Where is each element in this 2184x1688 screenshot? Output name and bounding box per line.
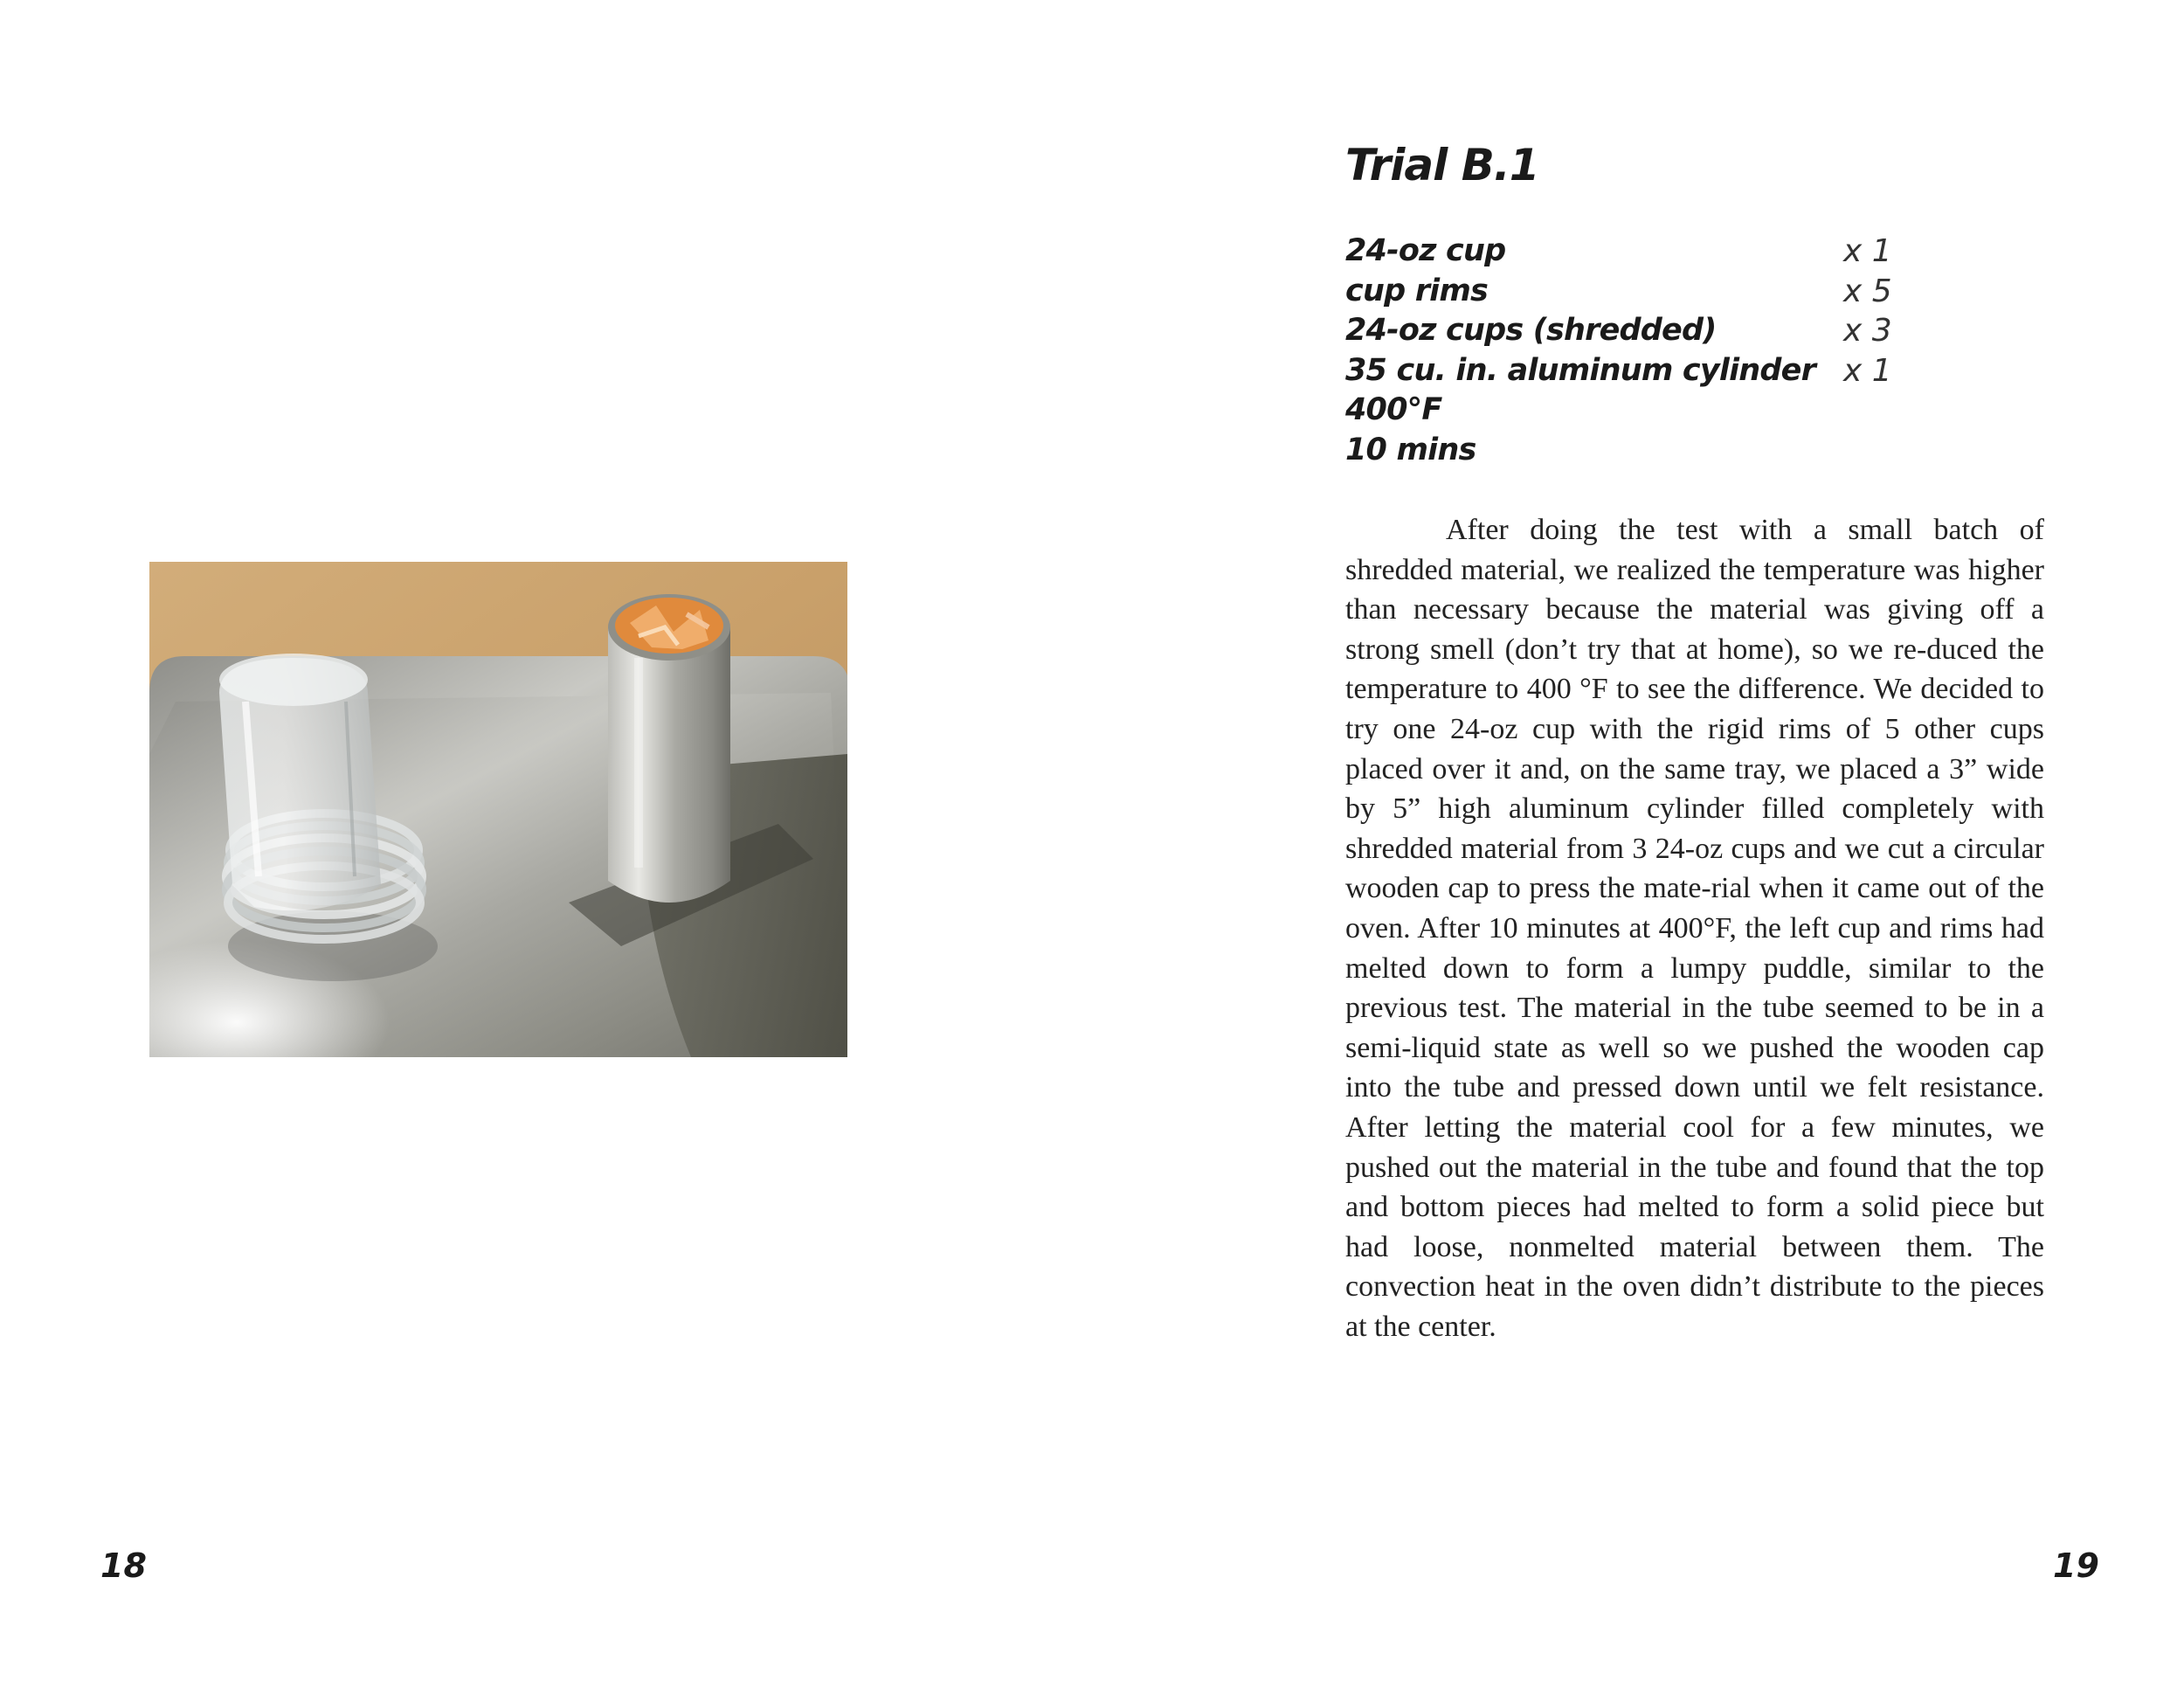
spec-name: cup rims (1345, 273, 1489, 308)
page-number-right: 19 (2053, 1546, 2099, 1585)
spec-name: 400°F (1345, 392, 1442, 428)
spec-qty: x 3 (1843, 313, 1892, 349)
spec-row (1345, 391, 1904, 431)
spec-row (1345, 311, 1904, 351)
spec-row (1345, 232, 1904, 272)
spec-row (1345, 431, 1904, 471)
spec-qty: x 1 (1843, 233, 1892, 269)
spec-row (1345, 351, 1904, 391)
trial-title: Trial B.1 (1345, 140, 1539, 190)
spec-qty: x 1 (1843, 352, 1892, 389)
page-number-left: 18 (100, 1546, 147, 1585)
spec-name: 10 mins (1345, 432, 1476, 467)
body-paragraph: After doing the test with a small batch of shredded material, we realized the temperature was higher than necessary because the material was giving off a strong smell (don’t try that at home), so we re-duced the temperature to 400 °F to see the difference. We decided to try one 24-oz cup with the rigid rims of 5 other cups placed over it and, on the same tray, we placed a 3” wide by 5” high aluminum cylinder filled completely with shredded material from 3 24-oz cups and we cut a circular wooden cap to press the mate-rial when it came out of the oven. After 10 minutes at 400°F, the left cup and rims had melted down to form a lumpy puddle, similar to the previous test. The material in the tube seemed to be in a semi-liquid state as well so we pushed the wooden cap into the tube and pressed down until we felt resistance. After letting the material cool for a few minutes, we pushed out the material in the tube and found that the top and bottom pieces had melted to form a solid piece but had loose, nonmelted material between them. The convection heat in the oven didn’t distribute to the pieces at the center. (1345, 514, 2044, 1343)
spec-row (1345, 272, 1904, 312)
spec-name: 35 cu. in. aluminum cylinder (1345, 352, 1816, 388)
specs-list (1345, 232, 1904, 471)
spec-qty: x 5 (1843, 273, 1892, 309)
spec-name: 24-oz cups (shredded) (1345, 313, 1717, 349)
spec-name: 24-oz cup (1345, 233, 1506, 268)
photo-cups-and-aluminum-cylinder-on-tray (149, 562, 847, 1057)
